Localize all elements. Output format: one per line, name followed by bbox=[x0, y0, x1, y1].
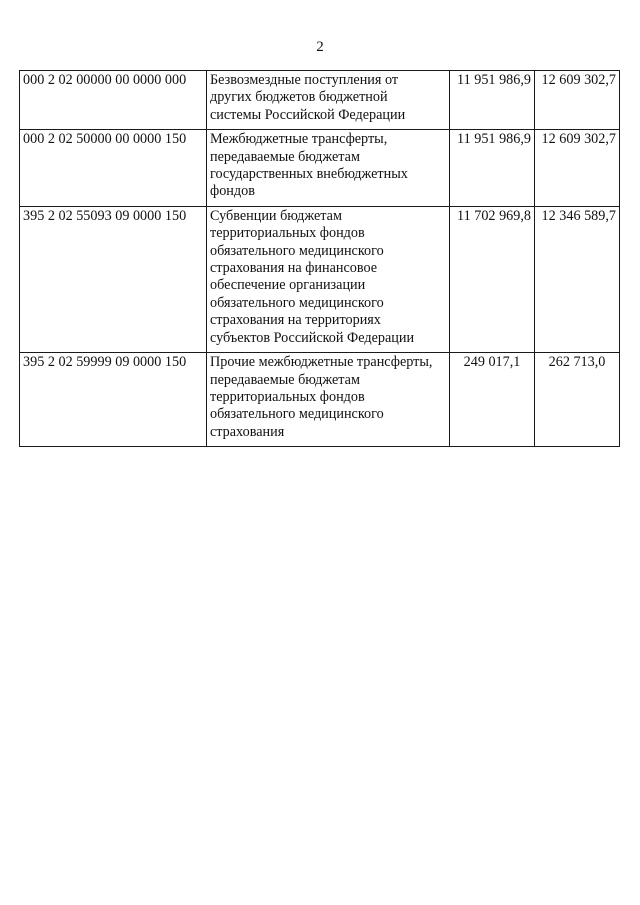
revenue-name-line: страхования bbox=[210, 423, 285, 440]
table-row bbox=[20, 353, 620, 447]
amount-year-1: 249 017,1 bbox=[450, 353, 535, 447]
revenue-name-line: передаваемые бюджетам bbox=[210, 148, 360, 165]
revenue-name-line: других бюджетов бюджетной bbox=[210, 89, 388, 106]
table-row bbox=[20, 71, 620, 130]
budget-classification-code: 395 2 02 59999 09 0000 150 bbox=[20, 353, 207, 447]
revenue-name-line: фондов bbox=[210, 183, 255, 200]
revenue-name bbox=[207, 130, 450, 207]
revenue-name-line: обязательного медицинского bbox=[210, 294, 384, 311]
revenue-name-line: субъектов Российской Федерации bbox=[210, 329, 415, 346]
amount-year-1: 11 951 986,9 bbox=[450, 71, 535, 130]
revenue-name-line: Межбюджетные трансферты, bbox=[210, 131, 388, 148]
revenue-name-line: обеспечение организации bbox=[210, 277, 366, 294]
revenue-name bbox=[207, 353, 450, 447]
revenue-name-line: системы Российской Федерации bbox=[210, 106, 406, 123]
revenue-name-line: обязательного медицинского bbox=[210, 406, 384, 423]
revenue-name-line: обязательного медицинского bbox=[210, 242, 384, 259]
revenue-name bbox=[207, 206, 450, 352]
revenue-name-line: страхования на территориях bbox=[210, 312, 381, 329]
revenue-name bbox=[207, 71, 450, 130]
table-row bbox=[20, 130, 620, 207]
amount-year-2: 12 609 302,7 bbox=[535, 130, 620, 207]
budget-classification-code: 000 2 02 00000 00 0000 000 bbox=[20, 71, 207, 130]
revenue-name-line: территориальных фондов bbox=[210, 225, 365, 242]
revenue-name-line: Безвозмездные поступления от bbox=[210, 72, 399, 88]
revenue-name-line: передаваемые бюджетам bbox=[210, 371, 360, 388]
amount-year-1: 11 702 969,8 bbox=[450, 206, 535, 352]
amount-year-2: 12 609 302,7 bbox=[535, 71, 620, 130]
page-number: 2 bbox=[316, 39, 324, 55]
budget-revenue-table bbox=[19, 70, 620, 447]
amount-year-2: 262 713,0 bbox=[535, 353, 620, 447]
table-row bbox=[20, 206, 620, 352]
budget-classification-code: 000 2 02 50000 00 0000 150 bbox=[20, 130, 207, 207]
amount-year-1: 11 951 986,9 bbox=[450, 130, 535, 207]
amount-year-2: 12 346 589,7 bbox=[535, 206, 620, 352]
revenue-name-line: Субвенции бюджетам bbox=[210, 207, 342, 224]
revenue-name-line: территориальных фондов bbox=[210, 388, 365, 405]
revenue-name-line: страхования на финансовое bbox=[210, 260, 378, 277]
budget-classification-code: 395 2 02 55093 09 0000 150 bbox=[20, 206, 207, 352]
revenue-name-line: государственных внебюджетных bbox=[210, 166, 408, 183]
revenue-name-line: Прочие межбюджетные трансферты, bbox=[210, 354, 433, 371]
